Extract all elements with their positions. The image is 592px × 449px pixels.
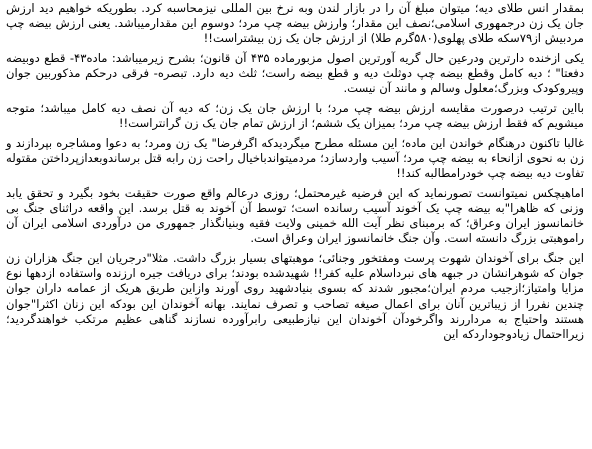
paragraph-article-435: یکی ازخنده دارترین ودرعین حال گریه آورترین اصول مزبورماده ۴۳۵ آن قانون؛ بشرح زیرمیباشد: ماده۴۳- قطع دوبیضه دفعتا" ؛ دیه کامل وقطع بیضه چپ دوثلث دیه و قطع بیضه راست؛ ثلث دیه دارد. تبصره- فرقی درحکم مذکوربین جوان وپیروکودک وبزرگ؛معلول وسالم و مانند آن نیست. <box>6 51 584 96</box>
paragraph-war-consequences: این جنگ برای آخوندان شهوت پرست ومفتخور وجنائی؛ موهبتهای بسیار بزرگ داشت. مثلا"درجریان این جنگ هزاران زن جوان که شوهرانشان در جبهه های نبرداسلام علیه کفر!! شهیدشده بودند؛ برای دریافت جیره ارزنده واستفاده ازدهها نوع مزایا وامتیاز؛ازجیب مردم ایران؛مجبور شدند که بسوی بنیادشهید روی آورند وازاین طریق هریک از عمامه داران جوان چندین نفررا از زیباترین آنان برای اعمال صیغه تصاحب و تصرف نمایند. بهانه آخوندان این بودکه این زنان اکثرا"جوان هستند واحتیاج به مرداررند واگرخودآن آخوندان این نیازطبیعی رابرآورده نسازند گناهی عظیم مرتکب خواهندگردید؛ زیرااحتمال زیادوجوداردکه این <box>6 251 584 342</box>
paragraph-real-event-war: اماهیچکس نمیتوانست تصورنماید که این فرضیه غیرمحتمل؛ روزی درعالم واقع صورت حقیقت بخود بگیرد و تحقق یابد وزنی که ظاهرا"به بیضه چپ یک آخوند آسیب رسانده است؛ توسط آن آخوند به قتل برسد. این واقعه دراثنای جنگ بی خانمانسوز ایران وعراق؛ که برمبنای نظر آیت الله خمینی ولایت فقیه وبنیانگذار جمهوری من درآوردی اسلامی ایران آن راموهبتی بزرگ دانسته است. وآن جنگ خانمانسوز ایران وعراق است. <box>6 185 584 246</box>
paragraph-hypothetical-case: غالبا تاکنون درهنگام خواندن این ماده؛ این مسئله مطرح میگردیدکه اگرفرضا" یک زن ومرد؛ به دعوا ومشاجره بپردازند و زن به نحوی ازانحاء به بیضه چپ مرد؛ آسیب واردسازد؛ مردمیتواندباخیال راحت زن رابه قتل برساندوبعدازپرداختن مقتوله تفاوت دیه بیضه چپ خودرامطالبه کند!! <box>6 135 584 181</box>
paragraph-blood-money-gold-value: بمقدار انس طلای دیه؛ میتوان مبلغ آن را در بازار لندن وبه نرخ بین المللی نیزمحاسبه کرد. بطوریکه خواهیم دید ارزش جان یک زن درجمهوری اسلامی؛نصف این مقدار؛ وارزش بیضه چپ مرد؛ دوسوم این مقدارمیباشد. یعنی ارزش بیضه چپ مردبیش از۷۹سکه طلای پهلوی(۵۸۰گرم طلا) از ارزش جان یک زن بیشتراست!! <box>6 1 584 46</box>
paragraph-value-comparison: بااین ترتیب درصورت مقایسه ارزش بیضه چپ مرد؛ با ارزش جان یک زن؛ که دیه آن نصف دیه کامل میباشد؛ متوجه میشویم که فقط ارزش بیضه چپ مرد؛ بمیزان یک ششم؛ از ارزش تمام جان یک زن گرانتراست!! <box>6 101 584 131</box>
